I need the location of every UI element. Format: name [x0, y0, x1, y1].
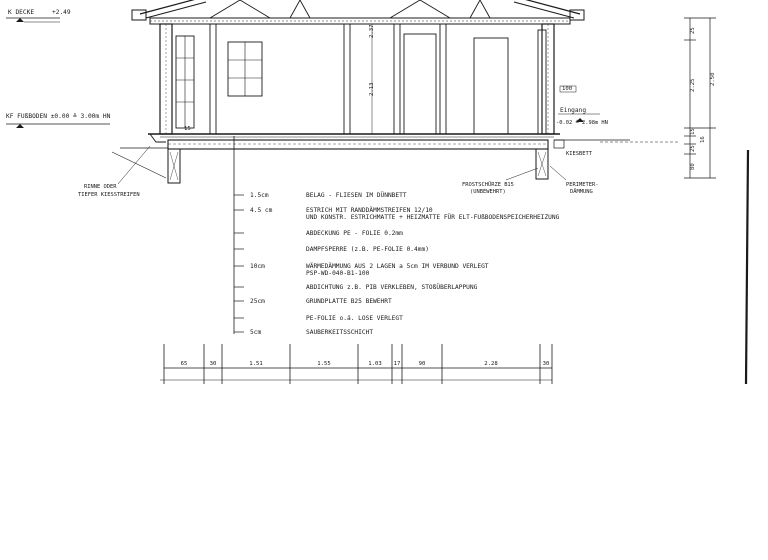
layer-row: [234, 315, 403, 322]
bottom-dimension-label: 1.51: [249, 361, 263, 367]
layer-description: ABDICHTUNG z.B. PIB VERKLEBEN, STOßÜBERLAPPUNG: [306, 284, 478, 291]
level-marker-entrance: [556, 86, 608, 126]
bottom-dimension-label: 17: [393, 361, 401, 367]
perimeter-label: PERIMETER-: [566, 182, 599, 188]
layer-thickness: 4.5 cm: [250, 207, 273, 214]
layer-row: [234, 261, 489, 277]
right-dim-5: 25: [690, 145, 696, 152]
dim-15: 15: [184, 126, 191, 132]
exterior-wall-left: [160, 24, 172, 134]
right-dim-4: 16: [700, 136, 706, 143]
frost-apron-label-2: (UNBEWEHRT): [470, 189, 506, 195]
layer-row: [234, 246, 429, 253]
layer-description: BELAG - FLIESEN IM DÜNNBETT: [306, 192, 407, 199]
bottom-dimension-chain: [160, 344, 552, 384]
dim-213: 2.13: [369, 82, 375, 96]
layer-row: [234, 230, 403, 237]
floor-slab: [148, 134, 560, 149]
layer-description: SAUBERKEITSSCHICHT: [306, 329, 374, 336]
layer-thickness: 5cm: [250, 329, 262, 336]
layer-row: [234, 205, 560, 221]
layer-row: [234, 298, 392, 305]
frost-apron-label: FROSTSCHÜRZE B15: [462, 182, 514, 188]
layer-description: GRUNDPLATTE B25 BEWEHRT: [306, 298, 392, 305]
bottom-dimension-label: 65: [180, 361, 188, 367]
gravel-bed-label: KIESBETT: [566, 151, 592, 157]
layer-row: [234, 329, 373, 336]
layer-description-2: UND KONSTR. ESTRICHMATTE + HEIZMATTE FÜR ELT-FUßBODENSPEICHERHEIZUNG: [306, 214, 560, 221]
right-dim-0: 25: [690, 27, 696, 34]
frost-apron-left: [168, 149, 180, 183]
ground-left: [112, 134, 168, 178]
entrance-value: -0.02 ≙ 2.98m HN: [556, 120, 608, 126]
bottom-dimension-label: 1.03: [368, 361, 382, 367]
gutter-label-2: TIEFER KIESSTREIFEN: [78, 192, 140, 198]
layer-description: ABDECKUNG PE - FOLIE 0.2mm: [306, 230, 403, 237]
sheet-border-right: [746, 150, 748, 384]
level-marker-ceiling: [6, 9, 71, 22]
layer-description: PE-FOLIE o.ä. LOSE VERLEGT: [306, 315, 403, 322]
right-dim-1: 2.25: [690, 78, 696, 92]
layer-row: [234, 282, 478, 291]
ceiling-value: +2.49: [52, 9, 71, 16]
layer-description: ESTRICH MIT RANDDÄMMSTREIFEN 12/10: [306, 207, 433, 214]
layer-thickness: 1.5cm: [250, 192, 269, 199]
interior-dimensions: [184, 24, 375, 134]
perimeter-label-2: DÄMMUNG: [570, 189, 593, 195]
bottom-dimension-label: 1.55: [317, 361, 331, 367]
gutter-label: RINNE ODER: [84, 184, 117, 190]
door-2: [474, 38, 508, 134]
dim-100: 100: [562, 86, 573, 92]
layer-thickness: 10cm: [250, 263, 265, 270]
exterior-wall-right: [542, 24, 554, 134]
right-dim-6: 80: [690, 163, 696, 170]
layer-row: [234, 190, 407, 199]
layer-description: DAMPFSPERRE (z.B. PE-FOLIE 0.4mm): [306, 246, 429, 253]
floor-level-label: KF FUßBODEN ±0.00 ≙ 3.00m HN: [6, 113, 111, 120]
roof: [132, 0, 584, 24]
bottom-dimension-label: 30: [209, 361, 217, 367]
ceiling-label: K DECKE: [8, 9, 35, 16]
layer-description: WÄRMEDÄMMUNG AUS 2 LAGEN a 5cm IM VERBUND VERLEGT: [306, 263, 489, 270]
right-dim-2: 2.50: [710, 72, 716, 86]
layer-thickness: 25cm: [250, 298, 265, 305]
window-center: [228, 42, 262, 96]
interior-walls: [210, 24, 446, 134]
layer-description-2: PSP-WD-040-B1-100: [306, 270, 370, 277]
frost-apron-right: [536, 149, 548, 179]
entrance-label: Eingang: [560, 107, 587, 114]
dim-237: 2.37: [369, 24, 375, 38]
bottom-dimension-label: 30: [542, 361, 550, 367]
bottom-dimension-label: 90: [418, 361, 426, 367]
bottom-dimension-label: 2.28: [484, 361, 498, 367]
level-marker-floor: [6, 113, 111, 128]
ground-right: [554, 140, 680, 148]
door-1: [404, 34, 436, 134]
window-left: [176, 36, 194, 128]
right-dimension-chain: [684, 18, 716, 178]
right-dim-3: 15: [690, 128, 696, 135]
layer-legend: [234, 136, 560, 336]
